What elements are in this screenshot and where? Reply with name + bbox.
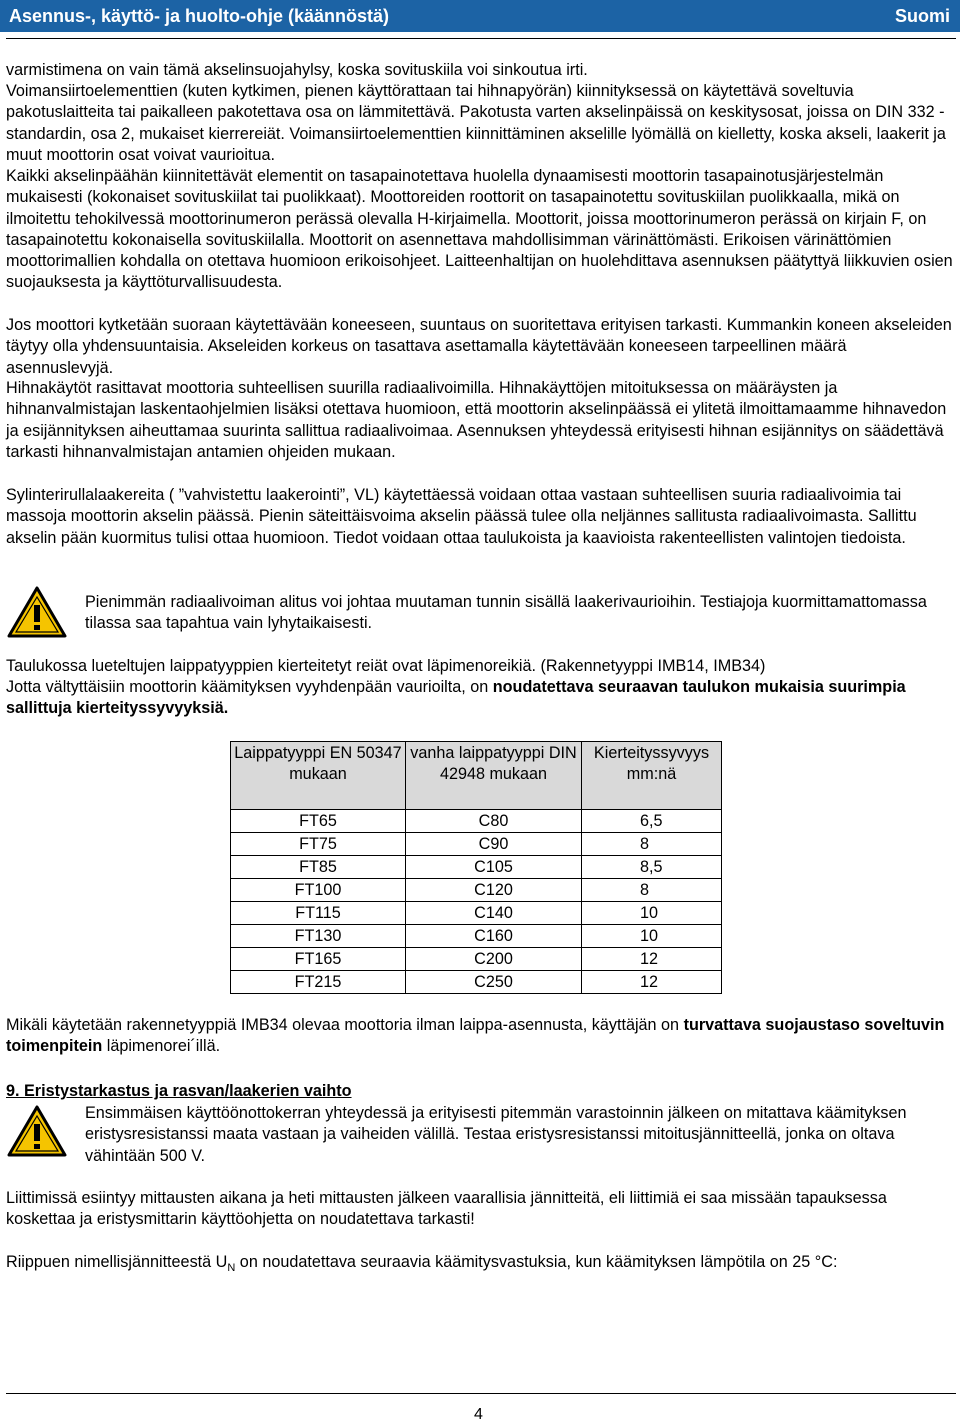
cell-old-flange-type: C160: [406, 925, 582, 948]
paragraph-thread-depth-note: Jotta vältyttäisiin moottorin käämityksen vyyhdenpään vaurioilta, on noudatettava seuraavan taulukon mukaisia suurimpia sallittuja kierteityssyvyyksiä.: [6, 678, 906, 718]
paragraph-balancing: Kaikki akselinpäähän kiinnitettävät elementit on tasapainotettava huolella dynaamisesti moottorin tasapainotusjärjestelmän mukaisesti (kokonaiset sovituskiilat tai puolikkaat). Moottoreiden roottorit on tasapainotettu sovituskiilan puolikkaalla, mikä on ilmoitettu tehokilvessä moottorinumeron perässä olevalla H-kirjaimella. Moottorit, joissa moottorinumeron perässä on kirjain F, on tasapainotettu kokonaisella sovituskiilalla. Moottorit on asennettava mahdollisimman värinättömästi. Erikoisen värinättömien moottorimallien kohdalla on otettava huomioon erikoisohjeet. Laitteenhaltijan on huolehdittava asennuksen päätyttyä liikkuvien osien suojauksesta ja käyttöturvallisuudesta.: [6, 167, 953, 292]
col-header-thread-depth: Kierteityssyvyys mm:nä: [582, 742, 722, 810]
table-row: [231, 971, 722, 994]
table-row: [231, 856, 722, 879]
paragraph-winding-resistance: Riippuen nimellisjännitteestä $U_N$ on noudatettava seuraavia käämitysvastuksia, kun käämityksen lämpötila on 25 °C:: [6, 1253, 838, 1275]
table-row: [231, 810, 722, 833]
warning-insulation-test: Ensimmäisen käyttöönottokerran yhteydessä ja erityisesti pitemmän varastoinnin jälkeen on mitattava käämityksen eristysresistanssi maata vastaan ja vaiheiden välillä. Testaa eristysresistanssi mitoitusjännitteellä, jonka on oltava vähintään 500 V.: [85, 1104, 907, 1165]
cell-old-flange-type: C80: [406, 810, 582, 833]
footer-rule: [6, 1393, 956, 1394]
cell-flange-type: FT130: [231, 925, 406, 948]
cell-flange-type: FT65: [231, 810, 406, 833]
cell-thread-depth: 8: [582, 833, 722, 856]
cell-flange-type: FT115: [231, 902, 406, 925]
section-number: 9.: [6, 1082, 24, 1100]
cell-thread-depth: 6,5: [582, 810, 722, 833]
cell-thread-depth: 8: [582, 879, 722, 902]
cell-flange-type: FT75: [231, 833, 406, 856]
table-body: [231, 810, 722, 994]
cell-thread-depth: 10: [582, 925, 722, 948]
cell-thread-depth: 12: [582, 971, 722, 994]
paragraph-imb34-note: Mikäli käytetään rakennetyyppiä IMB34 olevaa moottoria ilman laippa-asennusta, käyttäjän on turvattava suojaustaso soveltuvin toimenpitein läpimenorei´illä.: [6, 1016, 945, 1056]
section-heading: [6, 1081, 352, 1102]
table-row: [231, 948, 722, 971]
cell-old-flange-type: C250: [406, 971, 582, 994]
warning-triangle-icon: [7, 1105, 67, 1157]
flange-thread-depth-table: [230, 741, 722, 994]
table-row: [231, 879, 722, 902]
page-header: [0, 0, 960, 32]
cell-flange-type: FT100: [231, 879, 406, 902]
cell-thread-depth: 8,5: [582, 856, 722, 879]
table-row: [231, 902, 722, 925]
table-header-row: [231, 742, 722, 810]
paragraph-roller-bearings: Sylinterirullalaakereita ( ”vahvistettu laakerointi”, VL) käytettäessä voidaan ottaa vastaan suhteellisen suuria radiaalivoimia tai massoja moottorin akselin päässä. Pienin säteittäisvoima akselin päässä tulee olla neljännes sallitusta radiaalivoimasta. Sallittu akselin pään kuormitus tulisi ottaa huomioon. Tiedot voidaan ottaa taulukoista ja kaavioista rakenteellisten valintojen tiedoista.: [6, 486, 917, 547]
paragraph-key-safety: varmistimena on vain tämä akselinsuojahylsy, koska sovituskiila voi sinkoutua irti.: [6, 61, 588, 79]
paragraph-belt-drives: Hihnakäytöt rasittavat moottoria suhteellisen suurilla radiaalivoimilla. Hihnakäyttöjen mitoituksessa on määräysten ja hihnanvalmistajan laskentaohjelmien lisäksi otettava huomioon, että moottorin akselinpäässä ei ylitetä ilmoittamaamme hihnavedon ja esijännityksen aiheuttamaa suurinta sallittua radiaalivoimaa. Asennuksen yhteydessä erityisesti hihnan esijännitys on säädettävä tarkasti hihnanvalmistajan antamien ohjeiden mukaan.: [6, 379, 947, 461]
cell-old-flange-type: C105: [406, 856, 582, 879]
warning-triangle-icon: [7, 586, 67, 638]
col-header-old-flange-type: vanha laippatyyppi DIN 42948 mukaan: [406, 742, 582, 810]
page-number: 4: [474, 1406, 483, 1423]
document-language: Suomi: [894, 6, 950, 26]
header-rule: [6, 38, 956, 39]
cell-flange-type: FT215: [231, 971, 406, 994]
cell-thread-depth: 10: [582, 902, 722, 925]
section-title: Eristystarkastus ja rasvan/laakerien vaihto: [24, 1082, 352, 1100]
col-header-flange-type: Laippatyyppi EN 50347 mukaan: [231, 742, 406, 810]
cell-flange-type: FT85: [231, 856, 406, 879]
document-title: Asennus-, käyttö- ja huolto-ohje (käännöstä): [9, 6, 390, 26]
cell-old-flange-type: C140: [406, 902, 582, 925]
table-row: [231, 925, 722, 948]
cell-old-flange-type: C200: [406, 948, 582, 971]
cell-old-flange-type: C90: [406, 833, 582, 856]
warning-min-radial-force: Pienimmän radiaalivoiman alitus voi johtaa muutaman tunnin sisällä laakerivaurioihin. Testiajoja kuormittamattomassa tilassa saa tapahtua vain lyhytaikaisesti.: [85, 593, 927, 633]
cell-flange-type: FT165: [231, 948, 406, 971]
paragraph-through-holes: Taulukossa lueteltujen laippatyyppien kierteitetyt reiät ovat läpimenoreikiä. (Rakennetyyppi IMB14, IMB34): [6, 657, 766, 675]
paragraph-alignment: Jos moottori kytketään suoraan käytettävään koneeseen, suuntaus on suoritettava erityisen tarkasti. Kummankin koneen akseleiden täytyy olla yhdensuuntaisia. Akseleiden korkeus on tasattava asettamalla käytettävään koneeseen tarpeellinen määrä asennuslevyjä.: [6, 316, 952, 377]
paragraph-dangerous-voltage: Liittimissä esiintyy mittausten aikana ja heti mittausten jälkeen vaarallisia jännitteitä, eli liittimiä ei saa missään tapauksessa koskettaa ja eristysmittarin käyttöohjetta on noudatettava tarkasti!: [6, 1189, 887, 1229]
table-row: [231, 833, 722, 856]
cell-old-flange-type: C120: [406, 879, 582, 902]
cell-thread-depth: 12: [582, 948, 722, 971]
paragraph-mounting: Voimansiirtoelementtien (kuten kytkimen, pienen käyttörattaan tai hihnapyörän) kiinnityksessä on käytettävä soveltuvia pakotuslaitteita tai paikalleen pakotettava osa on lämmitettävä. Pakotusta varten akselinpäissä on keskitysosat, joissa on DIN 332 -standardin, osa 2, mukaiset kierrereiät. Voimansiirtoelementtien kiinnittäminen akselille lyömällä on kielletty, koska akseli, laakerit ja muut moottorin osat voivat vaurioitua.: [6, 82, 946, 164]
